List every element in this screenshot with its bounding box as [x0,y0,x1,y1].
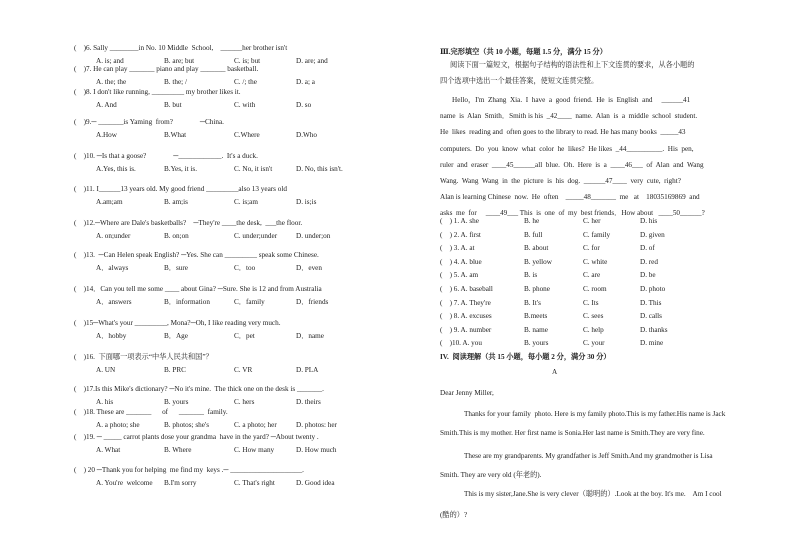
question-option: A. a photo; she [96,421,140,429]
question-option: B．sure [164,264,188,272]
cloze-item: ( )10. A. you [440,339,482,348]
question-option: A. What [96,446,121,454]
cloze-option: C. are [583,271,601,280]
cloze-option: C. room [583,285,607,293]
instructions-line: 四个选项中选出一个最佳答案，使短文连贯完整。 [440,77,599,85]
question-stem: ( )6. Sally ________in No. 10 Middle School, ______her brother isn't [74,44,288,52]
cloze-option: D. be [640,271,656,280]
question-option: D．friends [296,298,329,306]
question-option: D. PLA [296,366,319,374]
passage-line: Hello，I'm Zhang Xia. I have a good friend. He is English and ______41 [452,96,691,104]
question-option: C. is;am [234,198,258,206]
question-stem: ( )13. ─Can Helen speak English? ─Yes. She can _________ speak some Chinese. [74,251,319,259]
question-stem: ( )17.Is this Mike's dictionary? ─No it's mine. The thick one on the desk is _______. [74,385,324,393]
question-option: B. photos; she's [164,421,210,429]
question-option: B. am;is [164,198,188,206]
question-option: C．pet [234,332,255,340]
cloze-option: C. help [583,325,604,334]
letter-line: Smith.This is my mother. Her first name is Sonia.Her last name is Smith.They are very fine. [440,429,705,437]
letter-greeting: Dear Jenny Miller, [440,389,494,397]
question-option: B．Age [164,332,188,340]
question-option: C. is; but [234,57,261,65]
cloze-option: C. your [583,339,605,348]
section-3-title: Ⅲ.完形填空（共 10 小题，每题 1.5 分，满分 15 分） [440,48,607,56]
cloze-item: ( ) 7. A. They're [440,298,491,307]
question-option: D. are; and [296,57,328,65]
cloze-option: C. for [583,244,600,253]
cloze-option: C. Its [583,298,599,307]
question-stem: ( )7. He can play _______ piano and play _______ basketball. [74,65,259,73]
cloze-option: B. name [524,325,548,334]
question-option: B. Where [164,446,192,454]
question-stem: ( )11. I______13 years old. My good friend _________also 13 years old [74,185,287,193]
passage-line: ruler and eraser ____45______all blue. Oh. Here is a ____46___ of Alan and Wang [440,160,704,169]
question-option: C. That's right [234,479,275,487]
cloze-option: D. This [640,298,662,307]
question-stem: ( )9.─ _______is Yaming from? ─China. [74,118,224,126]
question-option: A. on;under [96,232,131,240]
question-option: A. his [96,398,114,406]
cloze-option: D. mine [640,339,664,348]
question-option: C. under;under [234,232,278,240]
cloze-option: B. It's [524,298,541,307]
cloze-option: D. calls [640,312,662,321]
question-stem: ( )12.─Where are Dale's basketballs? ─They're ____the desk, ___the floor. [74,219,303,227]
cloze-item: ( ) 8. A. excuses [440,312,492,321]
cloze-option: B. yours [524,339,549,348]
cloze-option: D. red [640,257,658,266]
question-option: A. You're welcome [96,479,153,487]
cloze-option: C. white [583,257,608,266]
question-option: C. a photo; her [234,421,277,429]
letter-line: These are my grandparents. My grandfather is Jeff Smith.And my grandmother is Lisa [464,452,713,460]
cloze-option: D. of [640,244,655,253]
question-option: D. is;is [296,198,317,206]
cloze-item: ( ) 1. A. she [440,217,479,225]
question-option: A. UN [96,366,116,374]
cloze-option: D. photo [640,285,666,293]
question-stem: ( )18. These are _______ of _______ family. [74,408,228,416]
question-option: C. hers [234,398,255,406]
question-option: B.Yes, it is. [164,165,198,173]
question-option: A. And [96,101,117,109]
question-stem: ( )8. I don't like running, _________ my brother likes it. [74,88,241,96]
question-option: B.I'm sorry [164,479,197,487]
passage-label: A [552,368,558,376]
question-option: B. but [164,101,182,109]
question-option: A.am;am [96,198,123,206]
cloze-item: ( ) 6. A. baseball [440,285,493,293]
question-option: C. No, it isn't [234,165,273,173]
question-stem: ( )15─What's your _________, Mona?─Oh, I like reading very much. [74,319,281,327]
question-stem: ( )19. ─ _____ carrot plants dose your grandma have in the yard? ─About twenty . [74,433,319,441]
question-option: C.Where [234,131,260,139]
question-option: C. VR [234,366,253,374]
passage-line: asks me for ____49___ This is one of my best friends．How about ____50______? [440,209,705,218]
cloze-option: B.meets [524,312,548,321]
question-option: D．name [296,332,324,340]
cloze-option: B. yellow [524,257,552,266]
cloze-option: B. he [524,217,540,225]
passage-line: name is Alan Smith．Smith is his _42____ name. Alan is a middle school student. [440,112,698,121]
question-option: A．always [96,264,129,272]
cloze-option: B. about [524,244,549,253]
question-option: A. is; and [96,57,124,65]
cloze-option: D. his [640,217,658,225]
question-option: C. /; the [234,78,257,86]
cloze-item: ( ) 5. A. am [440,271,479,280]
letter-line: Thanks for your family photo. Here is my family photo.This is my father.His name is Jack [464,410,726,418]
question-option: C. with [234,101,256,109]
question-option: D. so [296,101,312,109]
cloze-option: B. full [524,230,543,239]
question-stem: ( )10. ─Is that a goose? ─____________. It's a duck. [74,152,258,160]
question-option: C．family [234,298,265,306]
question-stem: ( )16. 下面哪一项表示“中华人民共和国”？ [74,353,213,361]
question-option: A．answers [96,298,132,306]
passage-line: He likes reading and often goes to the library to read. He has many books _____43 [440,128,686,137]
cloze-item: ( ) 4. A. blue [440,257,482,266]
question-stem: ( ) 20 ─Thank you for helping me find my keys .─ ____________________. [74,466,304,474]
question-option: B.What [164,131,187,139]
cloze-option: C. family [583,230,611,239]
question-option: D. theirs [296,398,321,406]
question-option: D.Who [296,131,317,139]
question-option: D. How much [296,446,337,454]
letter-line: Smith. They are very old (年老的). [440,471,542,479]
letter-line: This is my sister,Jane.She is very clever（聪明的）.Look at the boy. It's me. Am I cool [464,490,722,498]
cloze-option: C. her [583,217,601,225]
question-option: B. on;on [164,232,189,240]
question-option: C．too [234,264,256,272]
question-option: D．even [296,264,322,272]
cloze-item: ( ) 3. A. at [440,244,475,253]
cloze-option: B. phone [524,285,550,293]
cloze-option: C. sees [583,312,604,321]
question-option: B. yours [164,398,189,406]
cloze-item: ( ) 2. A. first [440,230,481,239]
question-option: A.How [96,131,117,139]
passage-line: Wang. Wang Wang in the picture is his dog. ______47____ very cute, right? [440,177,681,185]
letter-line: (酷的）? [440,511,468,519]
question-stem: ( )14．Can you tell me some ____ about Gina? ─Sure. She is 12 and from Australia [74,285,322,293]
cloze-option: B. is [524,271,538,280]
question-option: B. PRC [164,366,186,374]
section-4-title: IV. 阅读理解（共 15 小题，每小题 2 分，满分 30 分） [440,353,611,361]
cloze-option: D. thanks [640,325,668,334]
question-option: B. the; / [164,78,187,86]
question-option: B. are; but [164,57,195,65]
question-option: A. the; the [96,78,127,86]
question-option: D. Good idea [296,479,335,487]
question-option: D. No, this isn't. [296,165,343,173]
question-option: C. How many [234,446,275,454]
question-option: D. under;on [296,232,331,240]
question-option: B．information [164,298,210,306]
passage-line: computers. Do you know what color he likes? He likes _44__________. His pen, [440,144,694,153]
passage-line: Alan is learning Chinese now. He often _____48_______ me at 18035169869 and [440,193,700,202]
question-option: D. photos: her [296,421,337,429]
cloze-item: ( ) 9. A. number [440,325,492,334]
cloze-option: D. given [640,230,665,239]
question-option: A.Yes, this is. [96,165,136,173]
question-option: D. a; a [296,78,315,86]
instructions-line: 阅读下面一篇短文，根据句子结构的语法性和上下文连贯的要求，从各小题的 [450,61,695,69]
question-option: A．hobby [96,332,127,340]
